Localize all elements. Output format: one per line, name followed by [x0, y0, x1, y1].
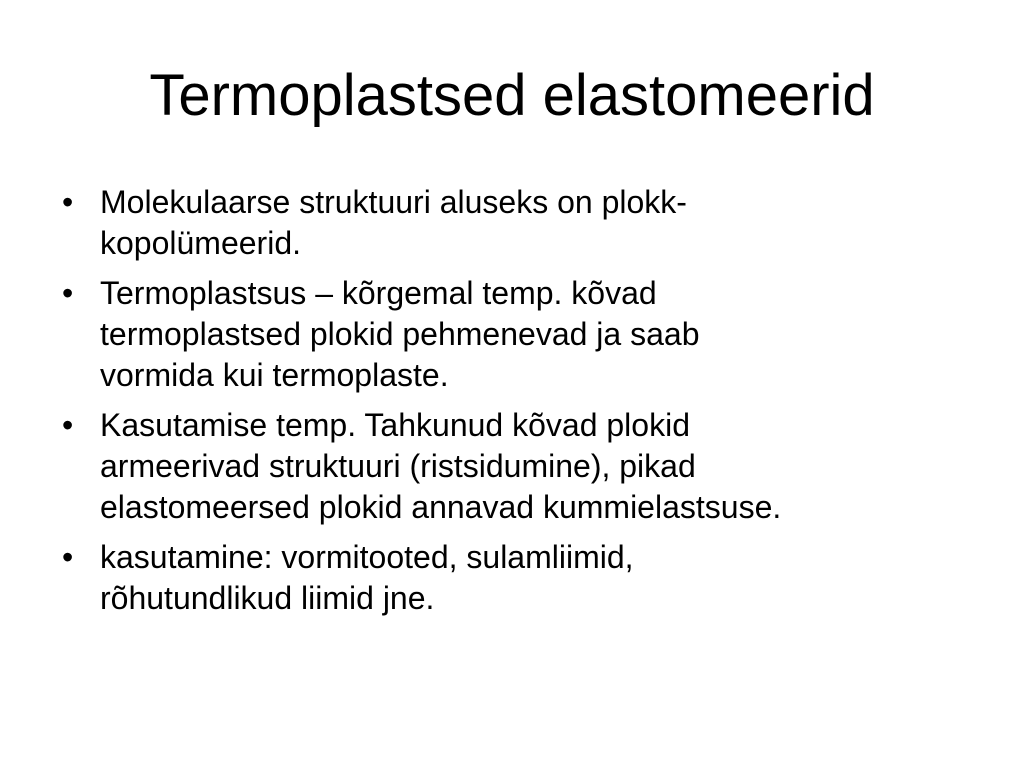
- bullet-item: [62, 537, 1002, 619]
- bullet-marker: •: [62, 407, 74, 443]
- bullet-line: Termoplastsus – kõrgemal temp. kõvad: [100, 275, 657, 311]
- bullet-marker: •: [62, 539, 74, 575]
- bullet-line: armeerivad struktuuri (ristsidumine), pikad: [100, 448, 696, 484]
- bullet-line: kopolümeerid.: [100, 225, 301, 261]
- bullet-line: Kasutamise temp. Tahkunud kõvad plokid: [100, 407, 690, 443]
- bullet-line: elastomeersed plokid annavad kummielastsuse.: [100, 489, 782, 525]
- slide-title: Termoplastsed elastomeerid: [149, 63, 875, 128]
- bullet-marker: •: [62, 184, 74, 220]
- bullet-item: [62, 405, 1002, 528]
- bullet-line: kasutamine: vormitooted, sulamliimid,: [100, 539, 634, 575]
- bullet-list: [62, 182, 1002, 628]
- bullet-item: [62, 273, 1002, 396]
- bullet-line: rõhutundlikud liimid jne.: [100, 580, 435, 616]
- bullet-line: vormida kui termoplaste.: [100, 357, 449, 393]
- bullet-line: Molekulaarse struktuuri aluseks on plokk-: [100, 184, 687, 220]
- bullet-line: termoplastsed plokid pehmenevad ja saab: [100, 316, 700, 352]
- bullet-item: [62, 182, 1002, 264]
- bullet-marker: •: [62, 275, 74, 311]
